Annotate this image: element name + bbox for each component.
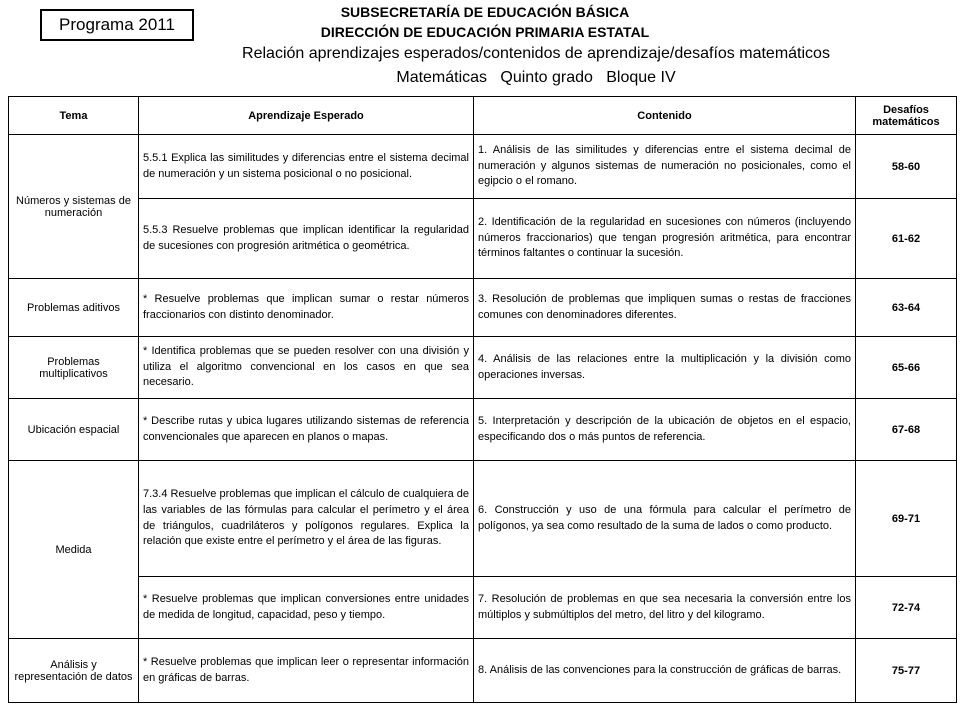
col-header-tema: Tema: [9, 97, 139, 135]
desafios-cell: 65-66: [856, 337, 957, 399]
curriculum-table: [8, 96, 957, 703]
contenido-cell: 5. Interpretación y descripción de la ubicación de objetos en el espacio, especificando dos o más puntos de referencia.: [474, 399, 856, 461]
table-row: [9, 399, 957, 461]
contenido-cell: 3. Resolución de problemas que impliquen sumas o restas de fracciones comunes con denominadores diferentes.: [474, 279, 856, 337]
aprendizaje-cell: 5.5.1 Explica las similitudes y diferencias entre el sistema decimal de numeración y un sistema posicional o no posicional.: [139, 135, 474, 199]
table-row: [9, 639, 957, 703]
table-row: [9, 135, 957, 199]
aprendizaje-cell: 5.5.3 Resuelve problemas que implican identificar la regularidad de sucesiones con progresión aritmética o geométrica.: [139, 199, 474, 279]
contenido-cell: 2. Identificación de la regularidad en sucesiones con números (incluyendo números fraccionarios) que tengan progresión aritmética, para encontrar términos faltantes o continuar la sucesión.: [474, 199, 856, 279]
desafios-cell: 63-64: [856, 279, 957, 337]
aprendizaje-cell: * Resuelve problemas que implican leer o representar información en gráficas de barras.: [139, 639, 474, 703]
col-header-aprendizaje: Aprendizaje Esperado: [139, 97, 474, 135]
tema-cell: Ubicación espacial: [9, 399, 139, 461]
aprendizaje-cell: * Resuelve problemas que implican conversiones entre unidades de medida de longitud, capacidad, peso y tiempo.: [139, 577, 474, 639]
title-line-1: SUBSECRETARÍA DE EDUCACIÓN BÁSICA: [340, 4, 630, 20]
tema-cell: Análisis y representación de datos: [9, 639, 139, 703]
desafios-cell: 58-60: [856, 135, 957, 199]
table-header-row: [9, 97, 957, 135]
tema-cell: Problemas aditivos: [9, 279, 139, 337]
aprendizaje-cell: 7.3.4 Resuelve problemas que implican el cálculo de cualquiera de las variables de las fórmulas para calcular el perímetro y el área de triángulos, cuadriláteros y polígonos regulares. Explica la relación que existe entre el perímetro y el área de las figuras.: [139, 461, 474, 577]
tema-cell: Números y sistemas de numeración: [9, 135, 139, 279]
table-row: [9, 199, 957, 279]
title-line-2: DIRECCIÓN DE EDUCACIÓN PRIMARIA ESTATAL: [320, 24, 650, 40]
subtitle-line-1: Relación aprendizajes esperados/contenidos de aprendizaje/desafíos matemáticos: [242, 45, 830, 62]
contenido-cell: 6. Construcción y uso de una fórmula para calcular el perímetro de polígonos, ya sea como resultado de la suma de lados o como producto.: [474, 461, 856, 577]
subtitle-line-2: Matemáticas Quinto grado Bloque IV: [396, 69, 676, 86]
table-row: [9, 279, 957, 337]
desafios-cell: 69-71: [856, 461, 957, 577]
table-row: [9, 461, 957, 577]
desafios-cell: 75-77: [856, 639, 957, 703]
desafios-cell: 72-74: [856, 577, 957, 639]
aprendizaje-cell: * Resuelve problemas que implican sumar o restar números fraccionarios con distinto denominador.: [139, 279, 474, 337]
contenido-cell: 8. Análisis de las convenciones para la construcción de gráficas de barras.: [474, 639, 856, 703]
contenido-cell: 4. Análisis de las relaciones entre la multiplicación y la división como operaciones inversas.: [474, 337, 856, 399]
tema-cell: Problemas multiplicativos: [9, 337, 139, 399]
col-header-desafios: Desafíos matemáticos: [856, 97, 957, 135]
tema-cell: Medida: [9, 461, 139, 639]
desafios-cell: 67-68: [856, 399, 957, 461]
program-badge: Programa 2011: [40, 9, 194, 41]
table-row: [9, 337, 957, 399]
contenido-cell: 7. Resolución de problemas en que sea necesaria la conversión entre los múltiplos y submúltiplos del metro, del litro y del kilogramo.: [474, 577, 856, 639]
desafios-cell: 61-62: [856, 199, 957, 279]
aprendizaje-cell: * Describe rutas y ubica lugares utilizando sistemas de referencia convencionales que aparecen en planos o mapas.: [139, 399, 474, 461]
col-header-contenido: Contenido: [474, 97, 856, 135]
aprendizaje-cell: * Identifica problemas que se pueden resolver con una división y utiliza el algoritmo convencional en los casos en que sea necesario.: [139, 337, 474, 399]
table-row: [9, 577, 957, 639]
contenido-cell: 1. Análisis de las similitudes y diferencias entre el sistema decimal de numeración y algunos sistemas de numeración no posicionales, como el egipcio o el romano.: [474, 135, 856, 199]
